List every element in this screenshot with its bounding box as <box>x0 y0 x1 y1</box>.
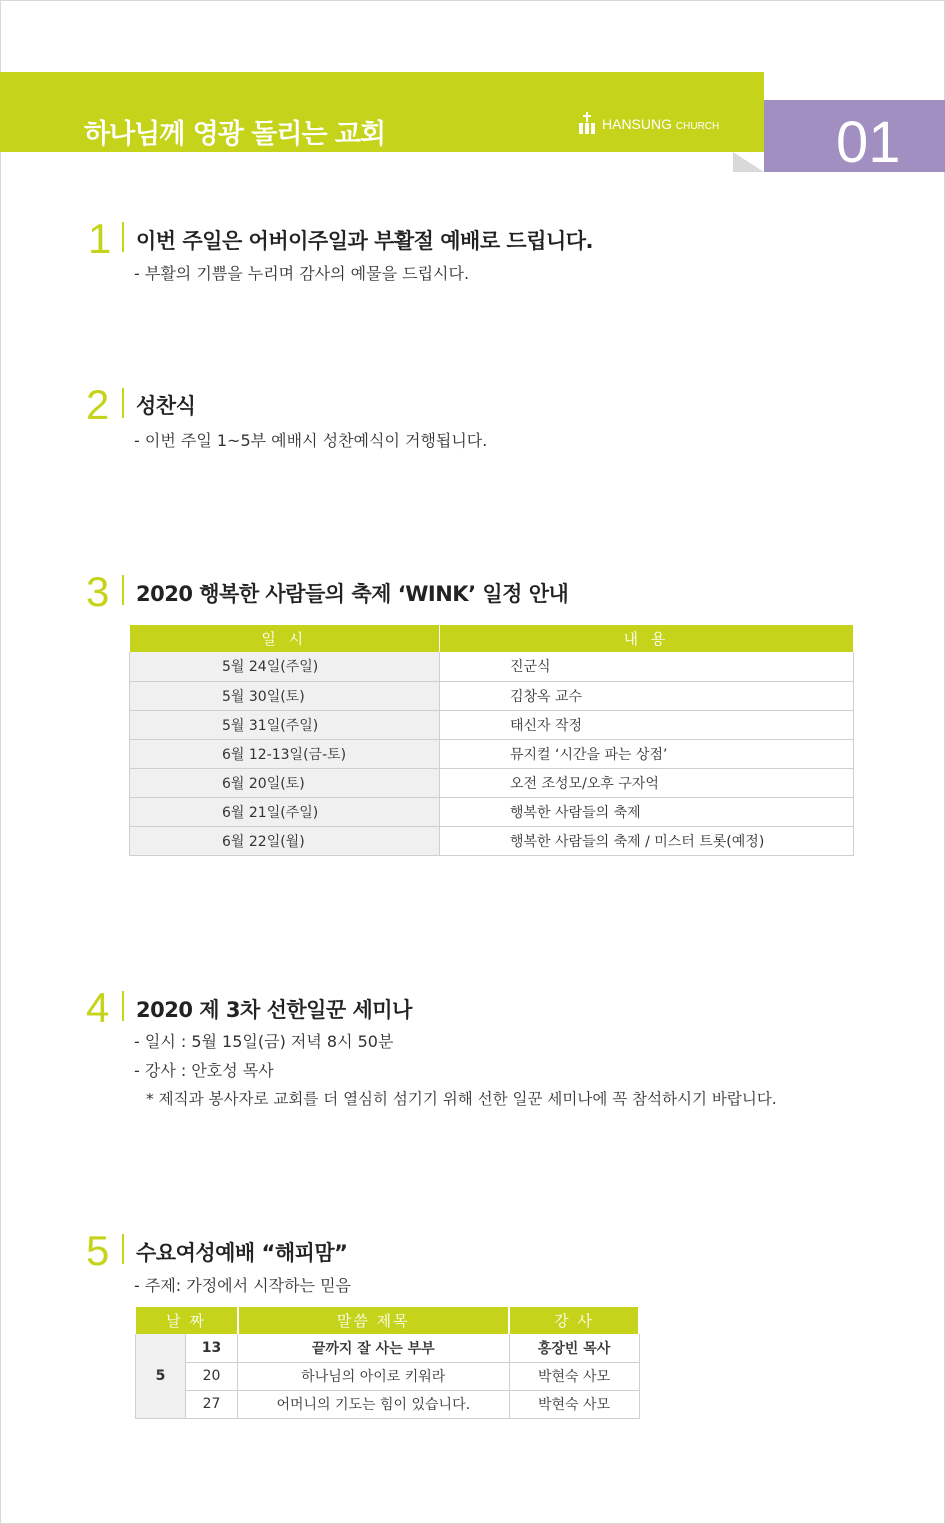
logo-sub-text: CHURCH <box>675 121 720 132</box>
happy-mom-table <box>135 1307 640 1419</box>
table-row <box>136 1334 640 1362</box>
table-cell-content: 뮤지컬 ‘시간을 파는 상점’ <box>440 739 854 768</box>
section-number: 5 <box>86 1227 110 1274</box>
table-header: 일 시 <box>130 625 440 652</box>
table-cell-content: 진군식 <box>440 652 854 681</box>
section-title: 이번 주일은 어버이주일과 부활절 예배로 드립니다. <box>136 229 594 253</box>
table-cell-content: 김창옥 교수 <box>440 681 854 710</box>
table-cell-month: 5 <box>136 1334 186 1418</box>
table-cell-sermon-title: 끝까지 잘 사는 부부 <box>238 1334 510 1362</box>
section-title: 수요여성예배 “해피맘” <box>136 1241 348 1265</box>
wink-schedule-table <box>129 625 854 856</box>
table-header: 날 짜 <box>136 1307 238 1334</box>
table-cell-date: 5월 30일(토) <box>130 681 440 710</box>
table-cell-sermon-title: 하나님의 아이로 키워라 <box>238 1362 510 1390</box>
table-cell-content: 행복한 사람들의 축제 <box>440 797 854 826</box>
table-cell-content: 행복한 사람들의 축제 / 미스터 트롯(예정) <box>440 826 854 855</box>
logo-text <box>602 117 719 134</box>
church-logo <box>578 112 719 134</box>
table-cell-sermon-title: 어머니의 기도는 힘이 있습니다. <box>238 1390 510 1418</box>
section-separator <box>122 222 124 252</box>
section-title: 2020 행복한 사람들의 축제 ‘WINK’ 일정 안내 <box>136 582 569 606</box>
table-cell-date: 6월 20일(토) <box>130 768 440 797</box>
section-title: 성찬식 <box>136 394 196 418</box>
table-row <box>130 826 854 855</box>
section-separator <box>122 1234 124 1264</box>
church-logo-icon <box>578 112 596 134</box>
page-number: 01 <box>836 110 901 175</box>
section-note: * 제직과 봉사자로 교회를 더 열심히 섬기기 위해 선한 일꾼 세미나에 꼭 참석하시기 바랍니다. <box>146 1090 777 1108</box>
table-cell-date: 6월 22일(월) <box>130 826 440 855</box>
table-header: 말씀 제목 <box>238 1307 510 1334</box>
table-cell-day: 13 <box>186 1334 238 1362</box>
section-separator <box>122 388 124 418</box>
table-cell-date: 6월 21일(주일) <box>130 797 440 826</box>
section-line: - 이번 주일 1~5부 예배시 성찬예식이 거행됩니다. <box>134 431 488 450</box>
table-cell-date: 5월 31일(주일) <box>130 710 440 739</box>
logo-main-text: HANSUNG <box>602 116 673 132</box>
table-cell-speaker: 박현숙 사모 <box>509 1362 639 1390</box>
table-header: 내 용 <box>440 625 854 652</box>
table-cell-date: 6월 12-13일(금-토) <box>130 739 440 768</box>
section-number: 4 <box>86 984 110 1031</box>
page-tab-fold <box>733 152 764 172</box>
section-number: 1 <box>88 215 112 262</box>
table-row <box>130 797 854 826</box>
section-title: 2020 제 3차 선한일꾼 세미나 <box>136 998 412 1022</box>
table-row <box>130 652 854 681</box>
table-cell-content: 오전 조성모/오후 구자억 <box>440 768 854 797</box>
table-row <box>130 681 854 710</box>
page-title: 하나님께 영광 돌리는 교회 <box>84 119 386 150</box>
table-cell-day: 20 <box>186 1362 238 1390</box>
table-row <box>130 710 854 739</box>
table-cell-content: 태신자 작정 <box>440 710 854 739</box>
section-line: - 부활의 기쁨을 누리며 감사의 예물을 드립시다. <box>134 264 470 283</box>
section-number: 3 <box>86 568 110 615</box>
section-line: - 일시 : 5월 15일(금) 저녁 8시 50분 <box>134 1032 394 1051</box>
table-cell-day: 27 <box>186 1390 238 1418</box>
table-cell-speaker: 홍장빈 목사 <box>509 1334 639 1362</box>
section-separator <box>122 575 124 605</box>
section-line: - 주제: 가정에서 시작하는 믿음 <box>134 1276 351 1295</box>
section-number: 2 <box>86 381 110 428</box>
section-line: - 강사 : 안호성 목사 <box>134 1061 274 1080</box>
table-row <box>130 768 854 797</box>
table-header: 강 사 <box>509 1307 639 1334</box>
table-row <box>136 1362 640 1390</box>
section-separator <box>122 991 124 1021</box>
table-row <box>130 739 854 768</box>
table-cell-speaker: 박현숙 사모 <box>509 1390 639 1418</box>
table-row <box>136 1390 640 1418</box>
table-cell-date: 5월 24일(주일) <box>130 652 440 681</box>
